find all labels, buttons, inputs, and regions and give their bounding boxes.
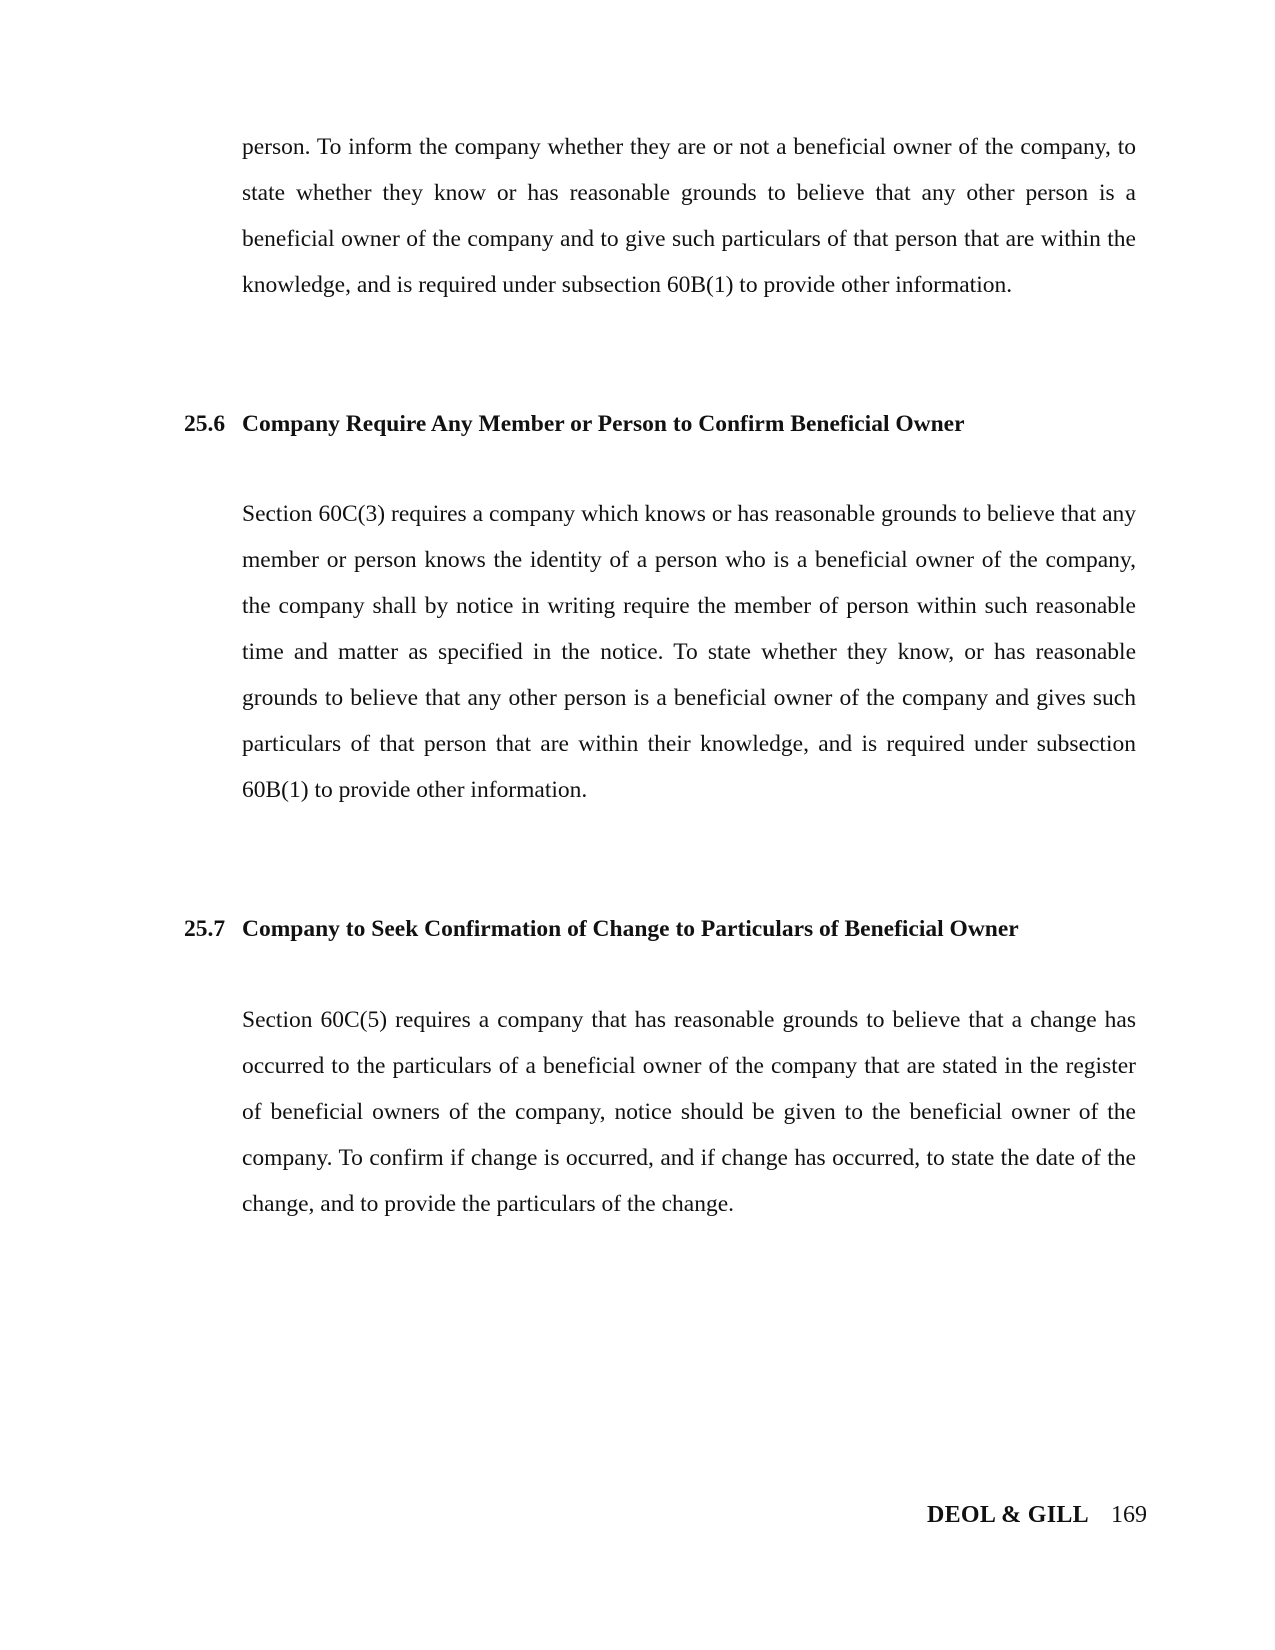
section-number: 25.6 — [184, 411, 226, 437]
section-title: Company Require Any Member or Person to Confirm Beneficial Owner — [242, 411, 965, 437]
section-number: 25.7 — [184, 916, 226, 942]
body-paragraph: Section 60C(3) requires a company which knows or has reasonable grounds to believe that any member or person knows the identity of a person who is a beneficial owner of the company, the company shall by notice in writing require the member of person within such reasonable time and matter as specified in the notice. To state whether they know, or has reasonable grounds to believe that any other person is a beneficial owner of the company and gives such particulars of that person that are within their knowledge, and is required under subsection 60B(1) to provide other information. — [242, 501, 1136, 803]
footer-brand: DEOL & GILL — [926, 1502, 1089, 1528]
page-footer — [927, 1500, 1147, 1530]
section-heading — [184, 409, 1164, 439]
section-title: Company to Seek Confirmation of Change to Particulars of Beneficial Owner — [242, 916, 1019, 942]
page-number: 169 — [1111, 1502, 1147, 1528]
section-heading — [184, 914, 1164, 944]
body-paragraph: person. To inform the company whether they are or not a beneficial owner of the company, to state whether they know or has reasonable grounds to believe that any other person is a beneficial owner of the company and to give such particulars of that person that are within the knowledge, and is required under subsection 60B(1) to provide other information. — [242, 134, 1136, 298]
body-paragraph: Section 60C(5) requires a company that has reasonable grounds to believe that a change has occurred to the particulars of a beneficial owner of the company that are stated in the register of beneficial owners of the company, notice should be given to the beneficial owner of the company. To confirm if change is occurred, and if change has occurred, to state the date of the change, and to provide the particulars of the change. — [242, 1007, 1136, 1217]
